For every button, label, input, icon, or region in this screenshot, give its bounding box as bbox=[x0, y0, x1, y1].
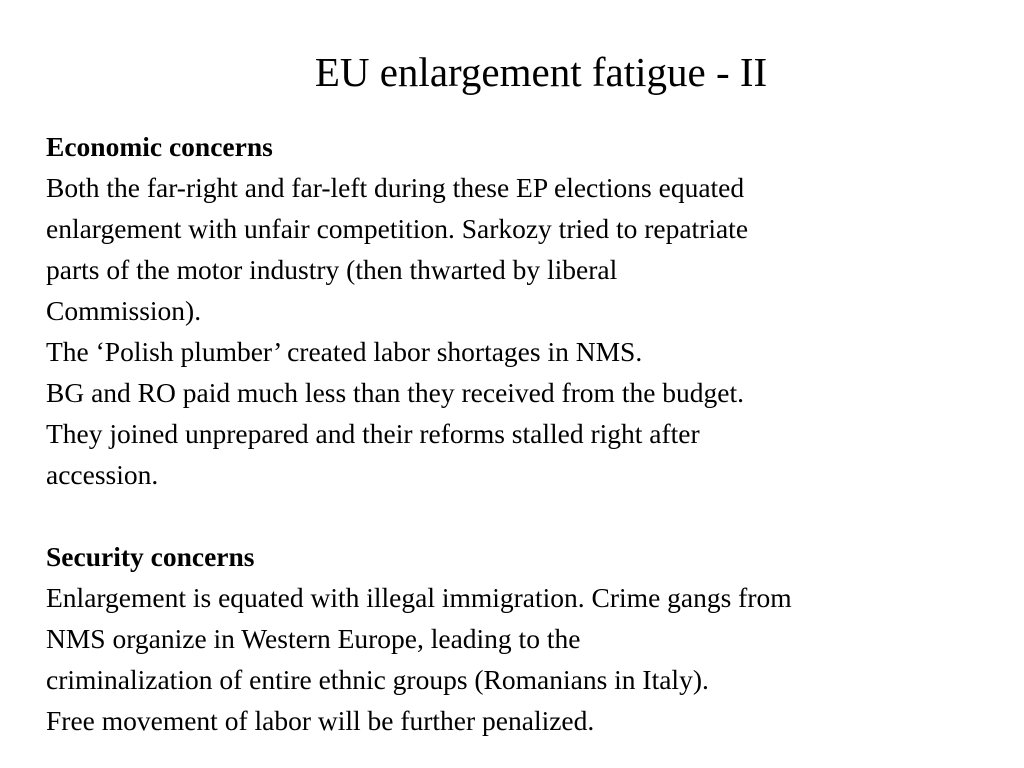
text-line: The ‘Polish plumber’ created labor shortages in NMS. bbox=[46, 336, 643, 367]
section-spacer bbox=[46, 495, 986, 536]
paragraph bbox=[46, 331, 986, 372]
text-line: enlargement with unfair competition. Sarkozy tried to repatriate bbox=[46, 213, 749, 244]
text-line: criminalization of entire ethnic groups (Romanians in Italy). bbox=[46, 664, 709, 695]
section-heading: Economic concerns bbox=[46, 131, 273, 162]
text-line: Both the far-right and far-left during these EP elections equated bbox=[46, 172, 745, 203]
text-line: Free movement of labor will be further penalized. bbox=[46, 705, 595, 736]
paragraph bbox=[46, 577, 986, 741]
slide-body bbox=[46, 126, 986, 741]
paragraph bbox=[46, 167, 986, 331]
text-line: parts of the motor industry (then thwarted by liberal bbox=[46, 254, 618, 285]
text-line: NMS organize in Western Europe, leading to the bbox=[46, 623, 581, 654]
text-line: Enlargement is equated with illegal immigration. Crime gangs from bbox=[46, 582, 792, 613]
text-line: They joined unprepared and their reforms stalled right after bbox=[46, 418, 700, 449]
section-heading: Security concerns bbox=[46, 541, 255, 572]
text-line: Commission). bbox=[46, 295, 202, 326]
slide-title: EU enlargement fatigue - II bbox=[314, 49, 768, 95]
text-line: BG and RO paid much less than they received from the budget. bbox=[46, 377, 745, 408]
section-security-concerns bbox=[46, 536, 986, 741]
section-economic-concerns bbox=[46, 126, 986, 495]
paragraph bbox=[46, 372, 986, 495]
text-line: accession. bbox=[46, 459, 159, 490]
